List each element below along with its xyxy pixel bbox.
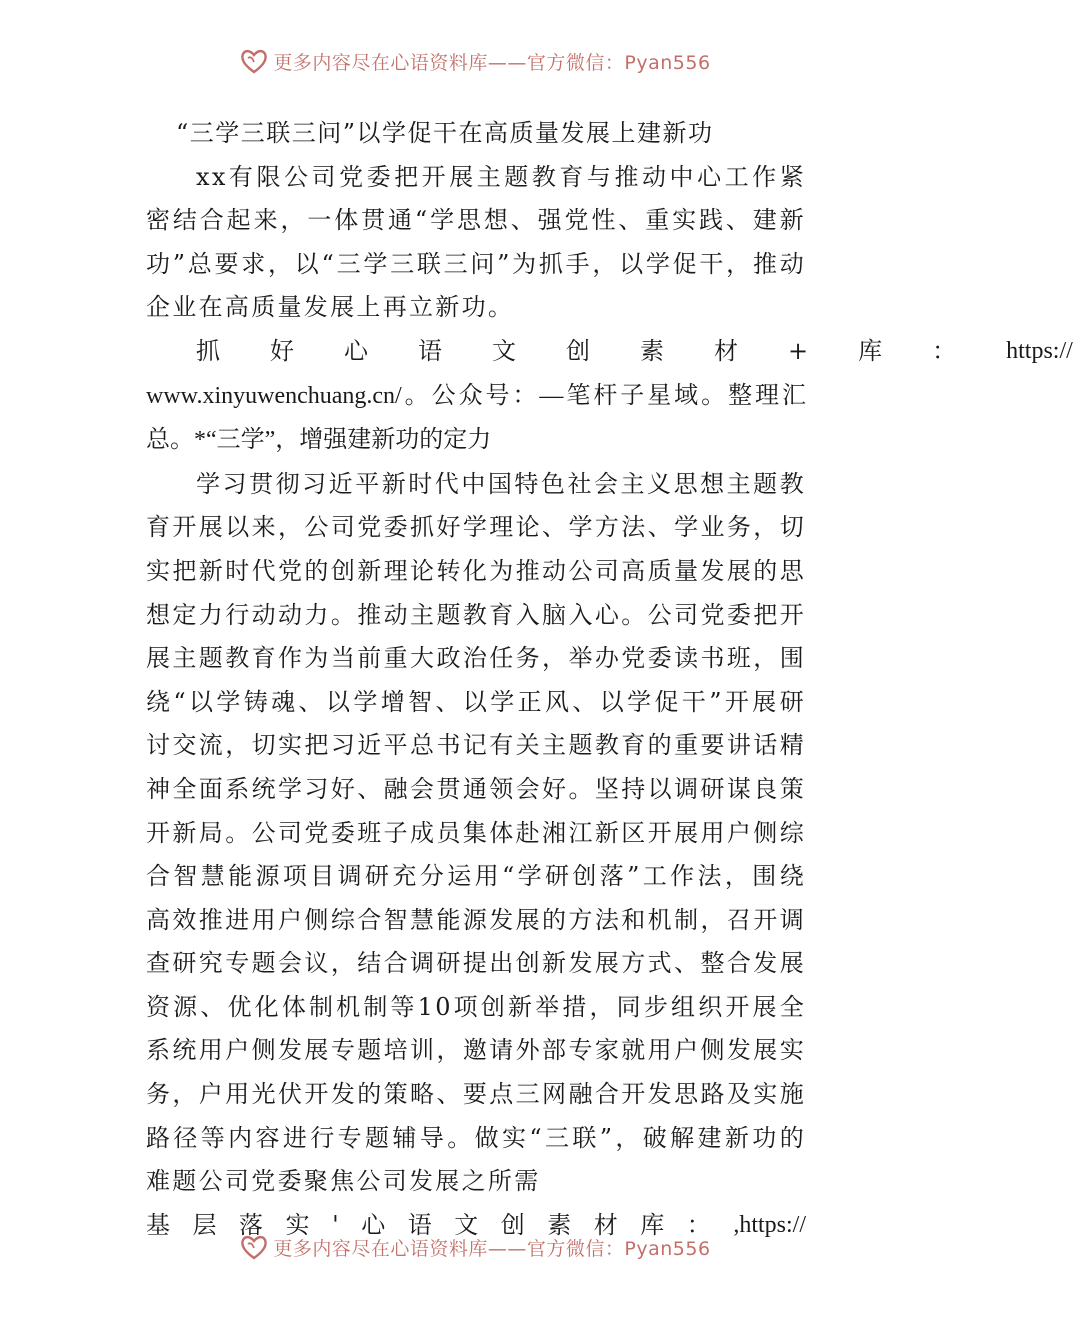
watermark-text: 更多内容尽在心语资料库——官方微信：Pyan556 [273,51,711,74]
document-body [146,112,1073,1247]
footer-watermark [0,1230,950,1264]
spread-char: 创 [500,1210,525,1239]
document-title: “三学三联三问”以学促干在高质量发展上建新功 [176,119,714,147]
heart-logo-icon [239,47,269,75]
spread-char: 材 [593,1210,618,1239]
spread-char: 抓 [196,336,220,365]
spread-char: ： [932,336,957,365]
spread-char: 好 [270,336,294,365]
spread-char: 落 [239,1210,264,1239]
spread-char: 文 [454,1210,479,1239]
spread-char: 创 [566,336,590,365]
header-watermark [0,44,950,78]
spread-char: 心 [361,1210,386,1239]
spread-char: 素 [547,1210,572,1239]
body-paragraph: 学习贯彻习近平新时代中国特色社会主义思想主题教育开展以来，公司党委抓好学理论、学方法、学业务，切实把新时代党的创新理论转化为推动公司高质量发展的思想定力行动动力。推动主题教育入脑入心。公司党委把开展主题教育作为当前重大政治任务，举办党委读书班，围绕“以学铸魂、以学增智、以学正风、以学促干”开展研讨交流，切实把习近平总书记有关主题教育的重要讲话精神全面系统学习好、融会贯通领会好。坚持以调研谋良策开新局。公司党委班子成员集体赴湘江新区开展用户侧综合智慧能源项目调研充分运用“学研创落”工作法，围绕高效推进用户侧综合智慧能源发展的方法和机制，召开调查研究专题会议，结合调研提出创新发展方式、整合发展资源、优化体制机制等10项创新举措，同步组织开展全系统用户侧发展专题培训，邀请外部专家就用户侧发展实务，户用光伏开发的策略、要点三网融合开发思路及实施路径等内容进行专题辅导。做实“三联”，破解建新功的难题公司党委聚焦公司发展之所需 [146,469,806,1196]
ad-rest-text: www.xinyuwenchuang.cn/。公众号：—笔杆子星域。整理汇总。*“三学”，增强建新功的定力 [146,382,806,454]
watermark-text: 更多内容尽在心语资料库——官方微信：Pyan556 [273,1237,711,1260]
spread-char: ,https:// [733,1211,806,1238]
intro-paragraph: xx有限公司党委把开展主题教育与推动中心工作紧密结合起来，一体贯通“学思想、强党性、重实践、建新功”总要求，以“三学三联三问”为抓手，以学促干，推动企业在高质量发展上再立新功。 [146,162,806,322]
ad-line-1 [146,330,1073,374]
spread-char: 库 [640,1210,665,1239]
spread-char: ' [332,1210,339,1239]
spread-char: ： [686,1210,711,1239]
spread-char: 文 [492,336,516,365]
spread-char: 语 [418,336,442,365]
spread-char: 实 [285,1210,310,1239]
spread-char: 层 [192,1210,217,1239]
spread-char: + [788,336,809,365]
heart-logo-icon [239,1233,269,1261]
ad-continuation [146,374,806,463]
spread-char: 素 [640,336,664,365]
spread-char: 心 [344,336,368,365]
spread-char: 语 [407,1210,432,1239]
spread-char: https:// [1006,337,1073,364]
spread-char: 基 [146,1210,170,1239]
spread-char: 库 [858,336,883,365]
spread-char: 材 [714,336,738,365]
